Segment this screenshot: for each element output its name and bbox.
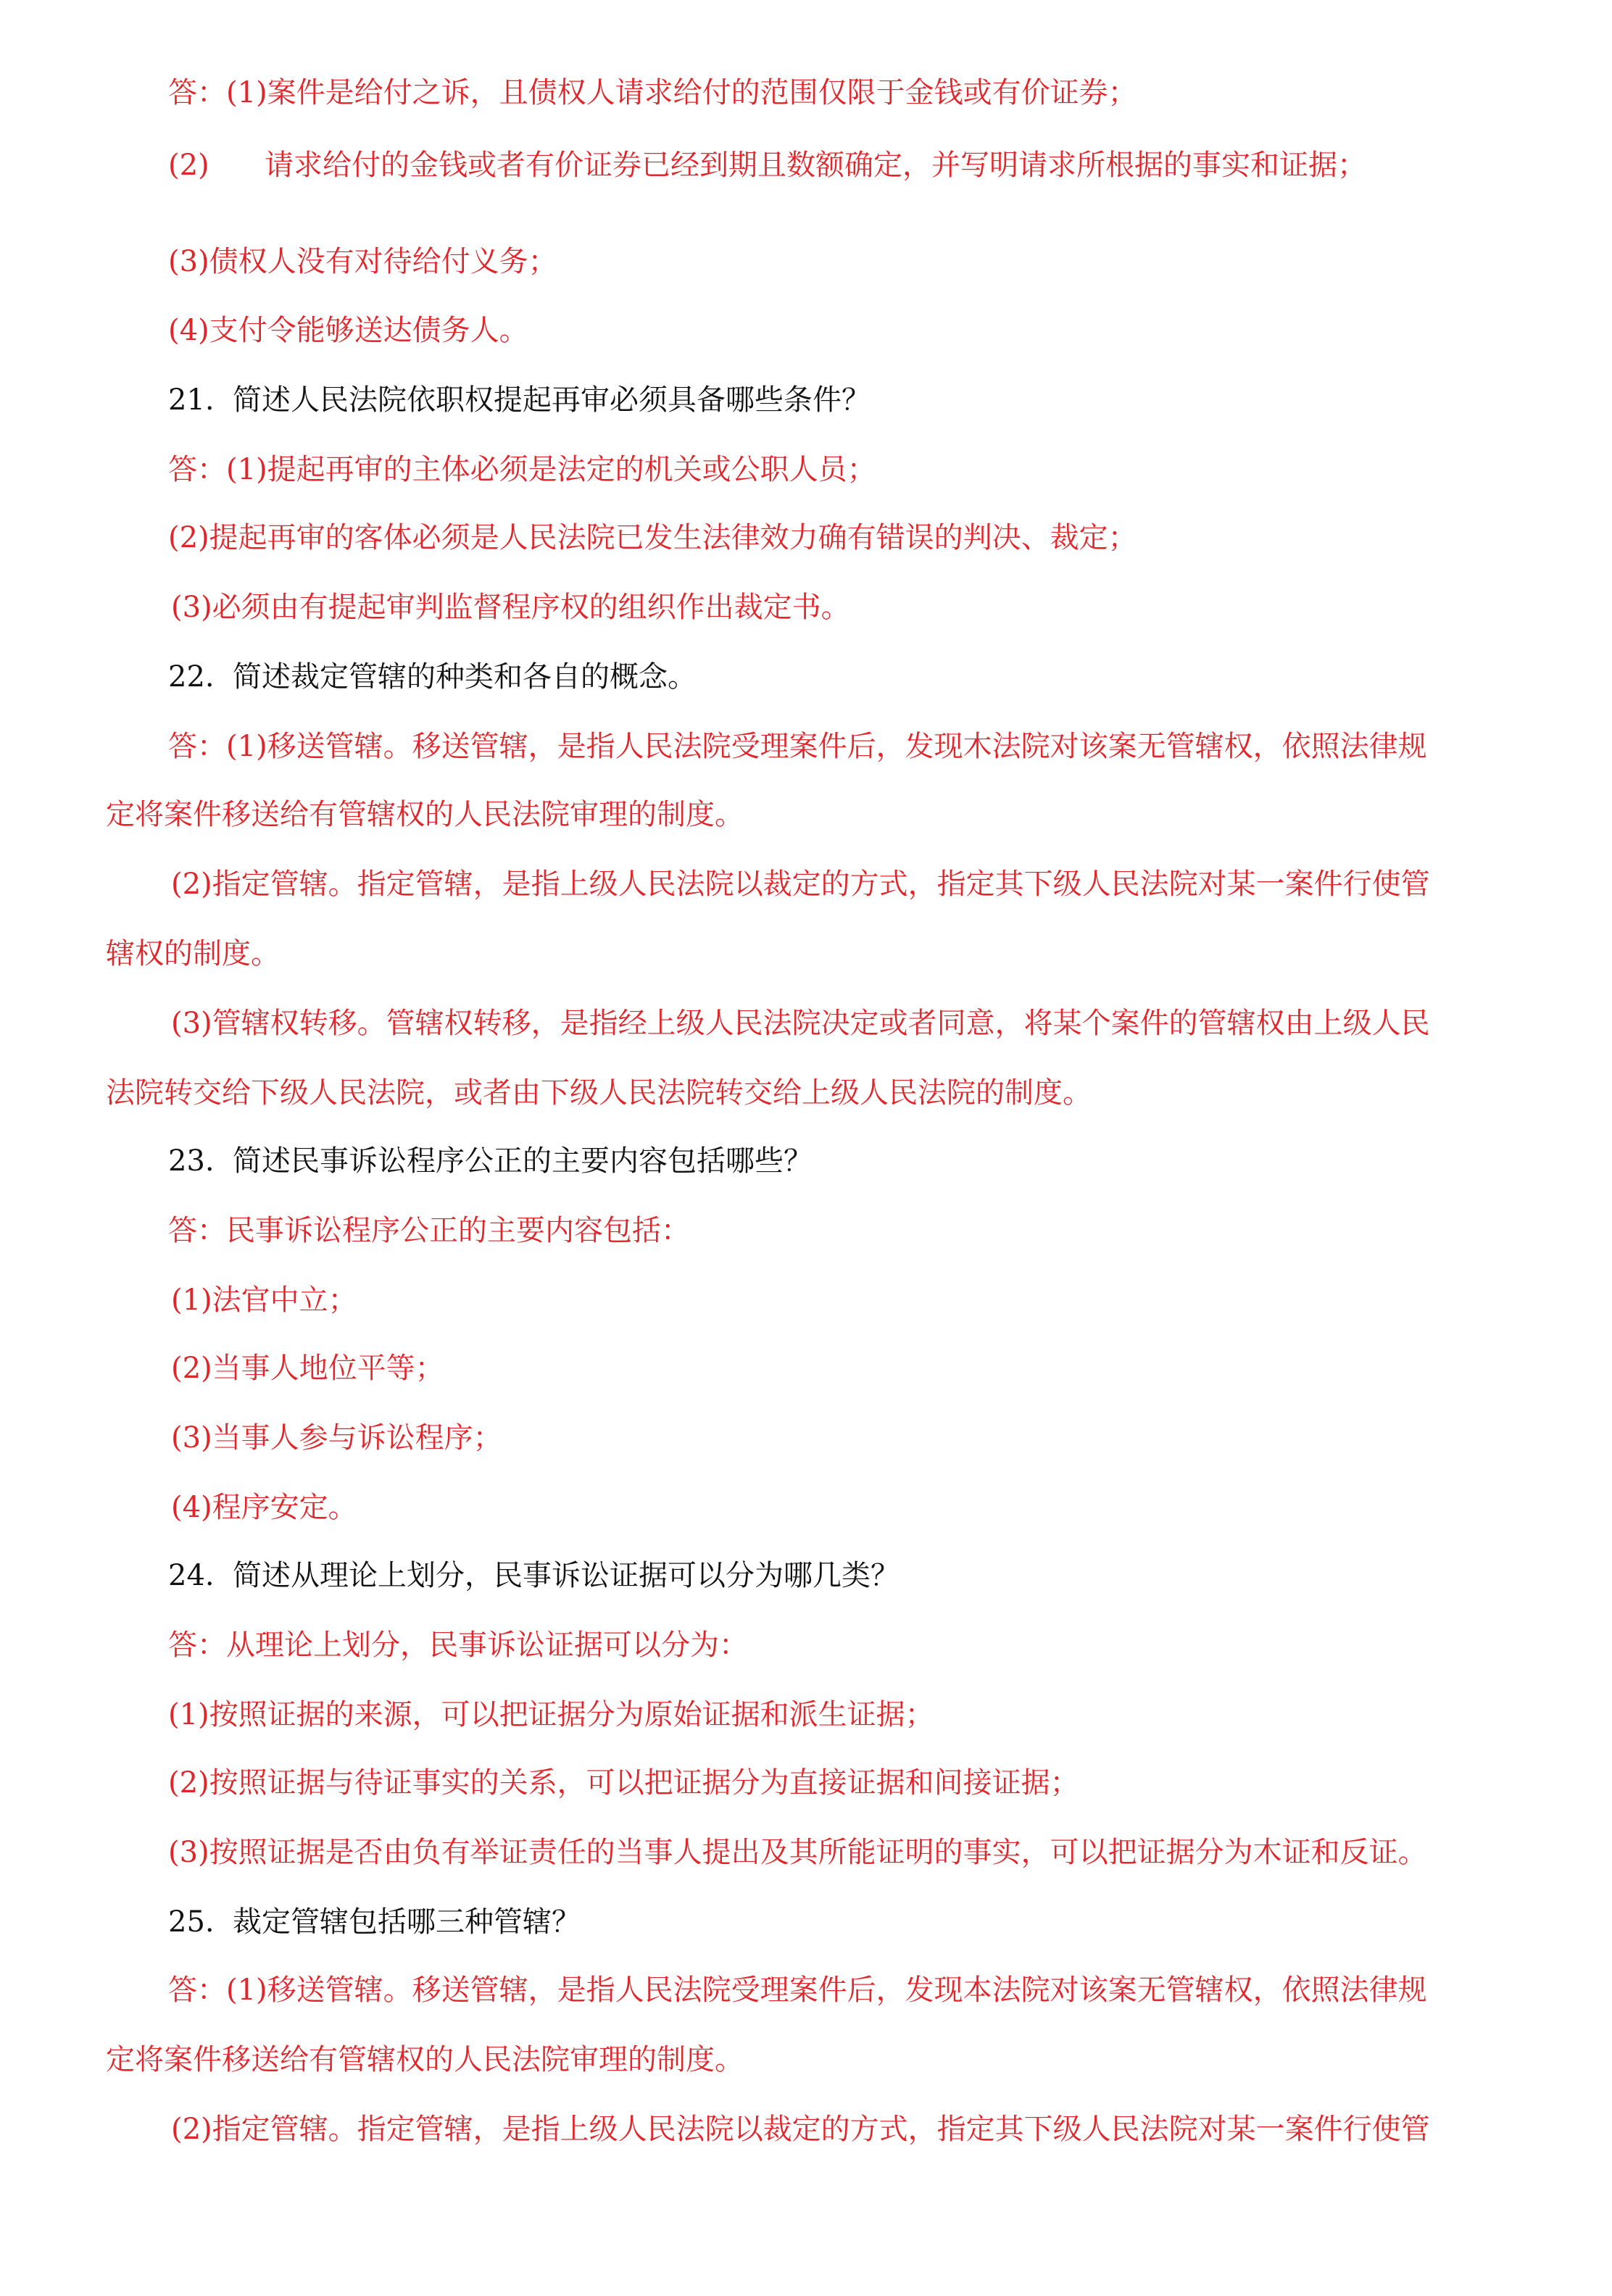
answer-line: (3)管辖权转移。管辖权转移，是指经上级人民法院决定或者同意，将某个案件的管辖权由上级人民 — [171, 1007, 1430, 1040]
answer-line: (4)程序安定。 — [171, 1491, 357, 1524]
answer-line: (2)指定管辖。指定管辖，是指上级人民法院以裁定的方式，指定其下级人民法院对某一案件行使管 — [171, 2113, 1430, 2146]
question-line: 21. 简述人民法院依职权提起再审必须具备哪些条件？ — [168, 383, 871, 417]
answer-line: 答：(1)提起再审的主体必须是法定的机关或公职人员； — [168, 453, 876, 486]
answer-line: (3)按照证据是否由负有举证责任的当事人提出及其所能证明的事实，可以把证据分为木证和反证。 — [168, 1836, 1427, 1869]
answer-line: 答：(1)移送管辖。移送管辖，是指人民法院受理案件后，发现本法院对该案无管辖权，依照法律规 — [168, 1973, 1427, 2007]
answer-line: (2)提起再审的客体必须是人民法院已发生法律效力确有错误的判决、裁定； — [168, 521, 1137, 554]
answer-line: 辖权的制度。 — [106, 937, 280, 970]
question-line: 22. 简述裁定管辖的种类和各自的概念。 — [168, 660, 697, 694]
answer-line: (1)按照证据的来源，可以把证据分为原始证据和派生证据； — [168, 1698, 934, 1731]
answer-line: 答：(1)案件是给付之诉，且债权人请求给付的范围仅限于金钱或有价证券； — [168, 76, 1137, 109]
answer-line: (1)法官中立； — [171, 1284, 357, 1317]
question-line: 23. 简述民事诉讼程序公正的主要内容包括哪些？ — [168, 1144, 813, 1178]
answer-line: 答：(1)移送管辖。移送管辖，是指人民法院受理案件后，发现木法院对该案无管辖权，依照法律规 — [168, 730, 1427, 763]
answer-line: 定将案件移送给有管辖权的人民法院审理的制度。 — [106, 798, 744, 831]
answer-line: 答：从理论上划分，民事诉讼证据可以分为： — [168, 1629, 748, 1662]
answer-line: 答：民事诉讼程序公正的主要内容包括： — [168, 1214, 690, 1247]
answer-line: (3)必须由有提起审判监督程序权的组织作出裁定书。 — [171, 591, 850, 624]
question-line: 25. 裁定管辖包括哪三种管辖？ — [168, 1905, 581, 1939]
answer-line: (2)指定管辖。指定管辖，是指上级人民法院以裁定的方式，指定其下级人民法院对某一案件行使管 — [171, 868, 1430, 901]
answer-line: (3)债权人没有对待给付义务； — [168, 245, 557, 278]
answer-line: (2)当事人地位平等； — [171, 1352, 444, 1385]
answer-line: (4)支付令能够送达债务人。 — [168, 314, 528, 347]
answer-line: 法院转交给下级人民法院，或者由下级人民法院转交给上级人民法院的制度。 — [106, 1076, 1092, 1110]
question-line: 24. 简述从理论上划分，民事诉讼证据可以分为哪几类？ — [168, 1559, 900, 1592]
answer-line: (3)当事人参与诉讼程序； — [171, 1421, 502, 1455]
answer-line: (2)按照证据与待证事实的关系，可以把证据分为直接证据和间接证据； — [168, 1766, 1079, 1800]
answer-line: (2) 请求给付的金钱或者有价证券已经到期且数额确定，并写明请求所根据的事实和证据； — [168, 149, 1366, 182]
answer-line: 定将案件移送给有管辖权的人民法院审理的制度。 — [106, 2043, 744, 2076]
